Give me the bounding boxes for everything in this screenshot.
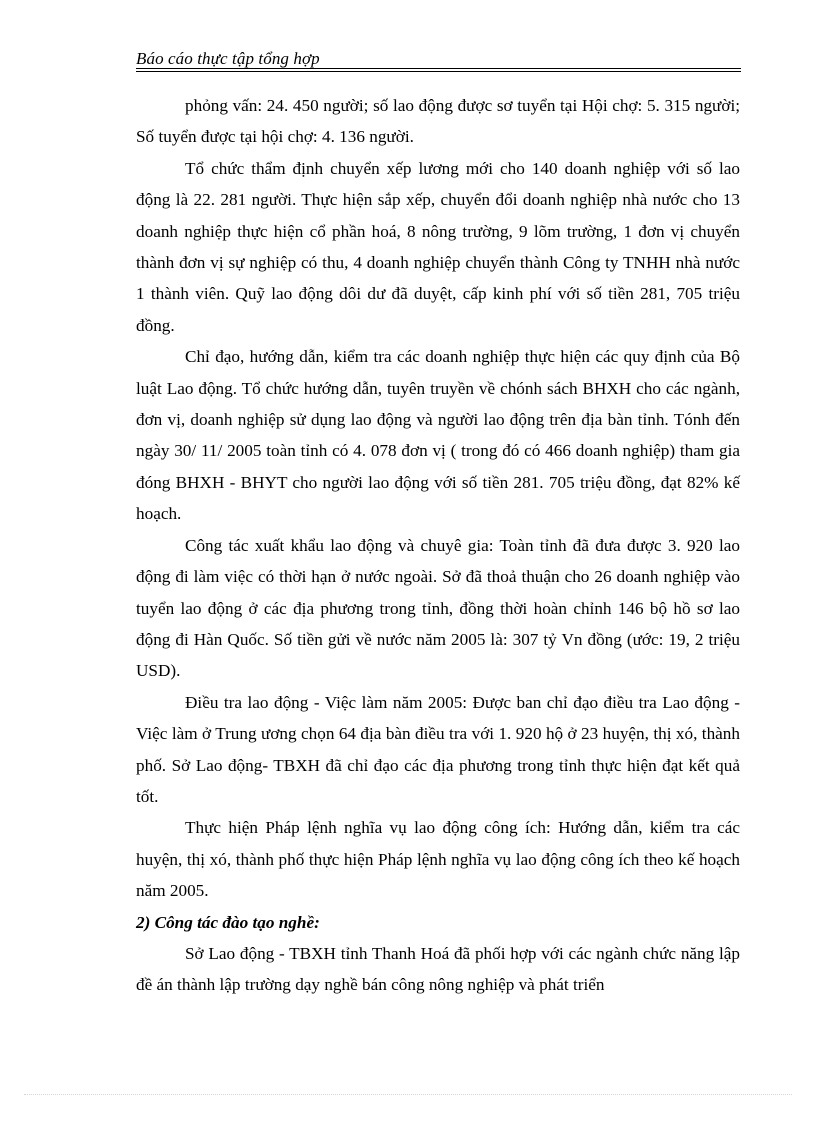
paragraph-labor-survey: Điều tra lao động - Việc làm năm 2005: Được ban chỉ đạo điều tra Lao động - Việc làm ở Trung ương chọn 64 địa bàn điều tra với 1. 920 hộ ở 23 huyện, thị xó, thành phố. Sở Lao động- TBXH đã chỉ đạo các địa phương trong tỉnh thực hiện đạt kết quả tốt. xyxy=(136,692,740,806)
header-rule-bottom xyxy=(136,71,741,72)
header-rule-top xyxy=(136,68,741,69)
paragraph-public-labor-ordinance: Thực hiện Pháp lệnh nghĩa vụ lao động công ích: Hướng dẫn, kiểm tra các huyện, thị xó, thành phố thực hiện Pháp lệnh nghĩa vụ lao động công ích theo kế hoạch năm 2005. xyxy=(136,818,740,901)
paragraph-labor-law-inspection: Chỉ đạo, hướng dẫn, kiểm tra các doanh nghiệp thực hiện các quy định của Bộ luật Lao động. Tổ chức hướng dẫn, tuyên truyền về chónh sách BHXH cho các ngành, đơn vị, doanh nghiệp sử dụng lao động và người lao động trên địa bàn tỉnh. Tónh đến ngày 30/ 11/ 2005 toàn tỉnh có 4. 078 đơn vị ( trong đó có 466 doanh nghiệp) tham gia đóng BHXH - BHYT cho người lao động với số tiền 281. 705 triệu đồng, đạt 82% kế hoạch. xyxy=(136,347,740,524)
header-title: Báo cáo thực tập tổng hợp xyxy=(136,49,320,68)
paragraph-salary-appraisal: Tổ chức thẩm định chuyển xếp lương mới cho 140 doanh nghiệp với số lao động là 22. 281 người. Thực hiện sắp xếp, chuyển đổi doanh nghiệp nhà nước cho 13 doanh nghiệp thực hiện cổ phần hoá, 8 nông trường, 9 lõm trường, 1 đơn vị chuyển thành đơn vị sự nghiệp có thu, 4 doanh nghiệp chuyển thành Công ty TNHH nhà nước 1 thành viên. Quỹ lao động dôi dư đã duyệt, cấp kinh phí với số tiền 281, 705 triệu đồng. xyxy=(136,158,740,335)
paragraph-continued: phỏng vấn: 24. 450 người; số lao động được sơ tuyển tại Hội chợ: 5. 315 người; Số tuyển được tại hội chợ: 4. 136 người. xyxy=(136,96,740,147)
document-body xyxy=(136,90,740,1001)
paragraph-labor-export: Công tác xuất khẩu lao động và chuyê gia: Toàn tỉnh đã đưa được 3. 920 lao động đi làm việc có thời hạn ở nước ngoài. Sở đã thoả thuận cho 26 doanh nghiệp vào tuyển lao động ở các địa phương trong tỉnh, đồng thời hoàn chỉnh 146 bộ hồ sơ lao động đi Hàn Quốc. Số tiền gửi về nước năm 2005 là: 307 tỷ Vn đồng (ước: 19, 2 triệu USD). xyxy=(136,535,740,681)
page-header xyxy=(136,48,741,72)
page-bottom-border xyxy=(24,1094,792,1095)
section-heading-vocational-training: 2) Công tác đào tạo nghề: xyxy=(136,912,320,932)
paragraph-vocational-school: Sở Lao động - TBXH tỉnh Thanh Hoá đã phối hợp với các ngành chức năng lập đề án thành lập trường dạy nghề bán công nông nghiệp và phát triển xyxy=(136,943,740,995)
